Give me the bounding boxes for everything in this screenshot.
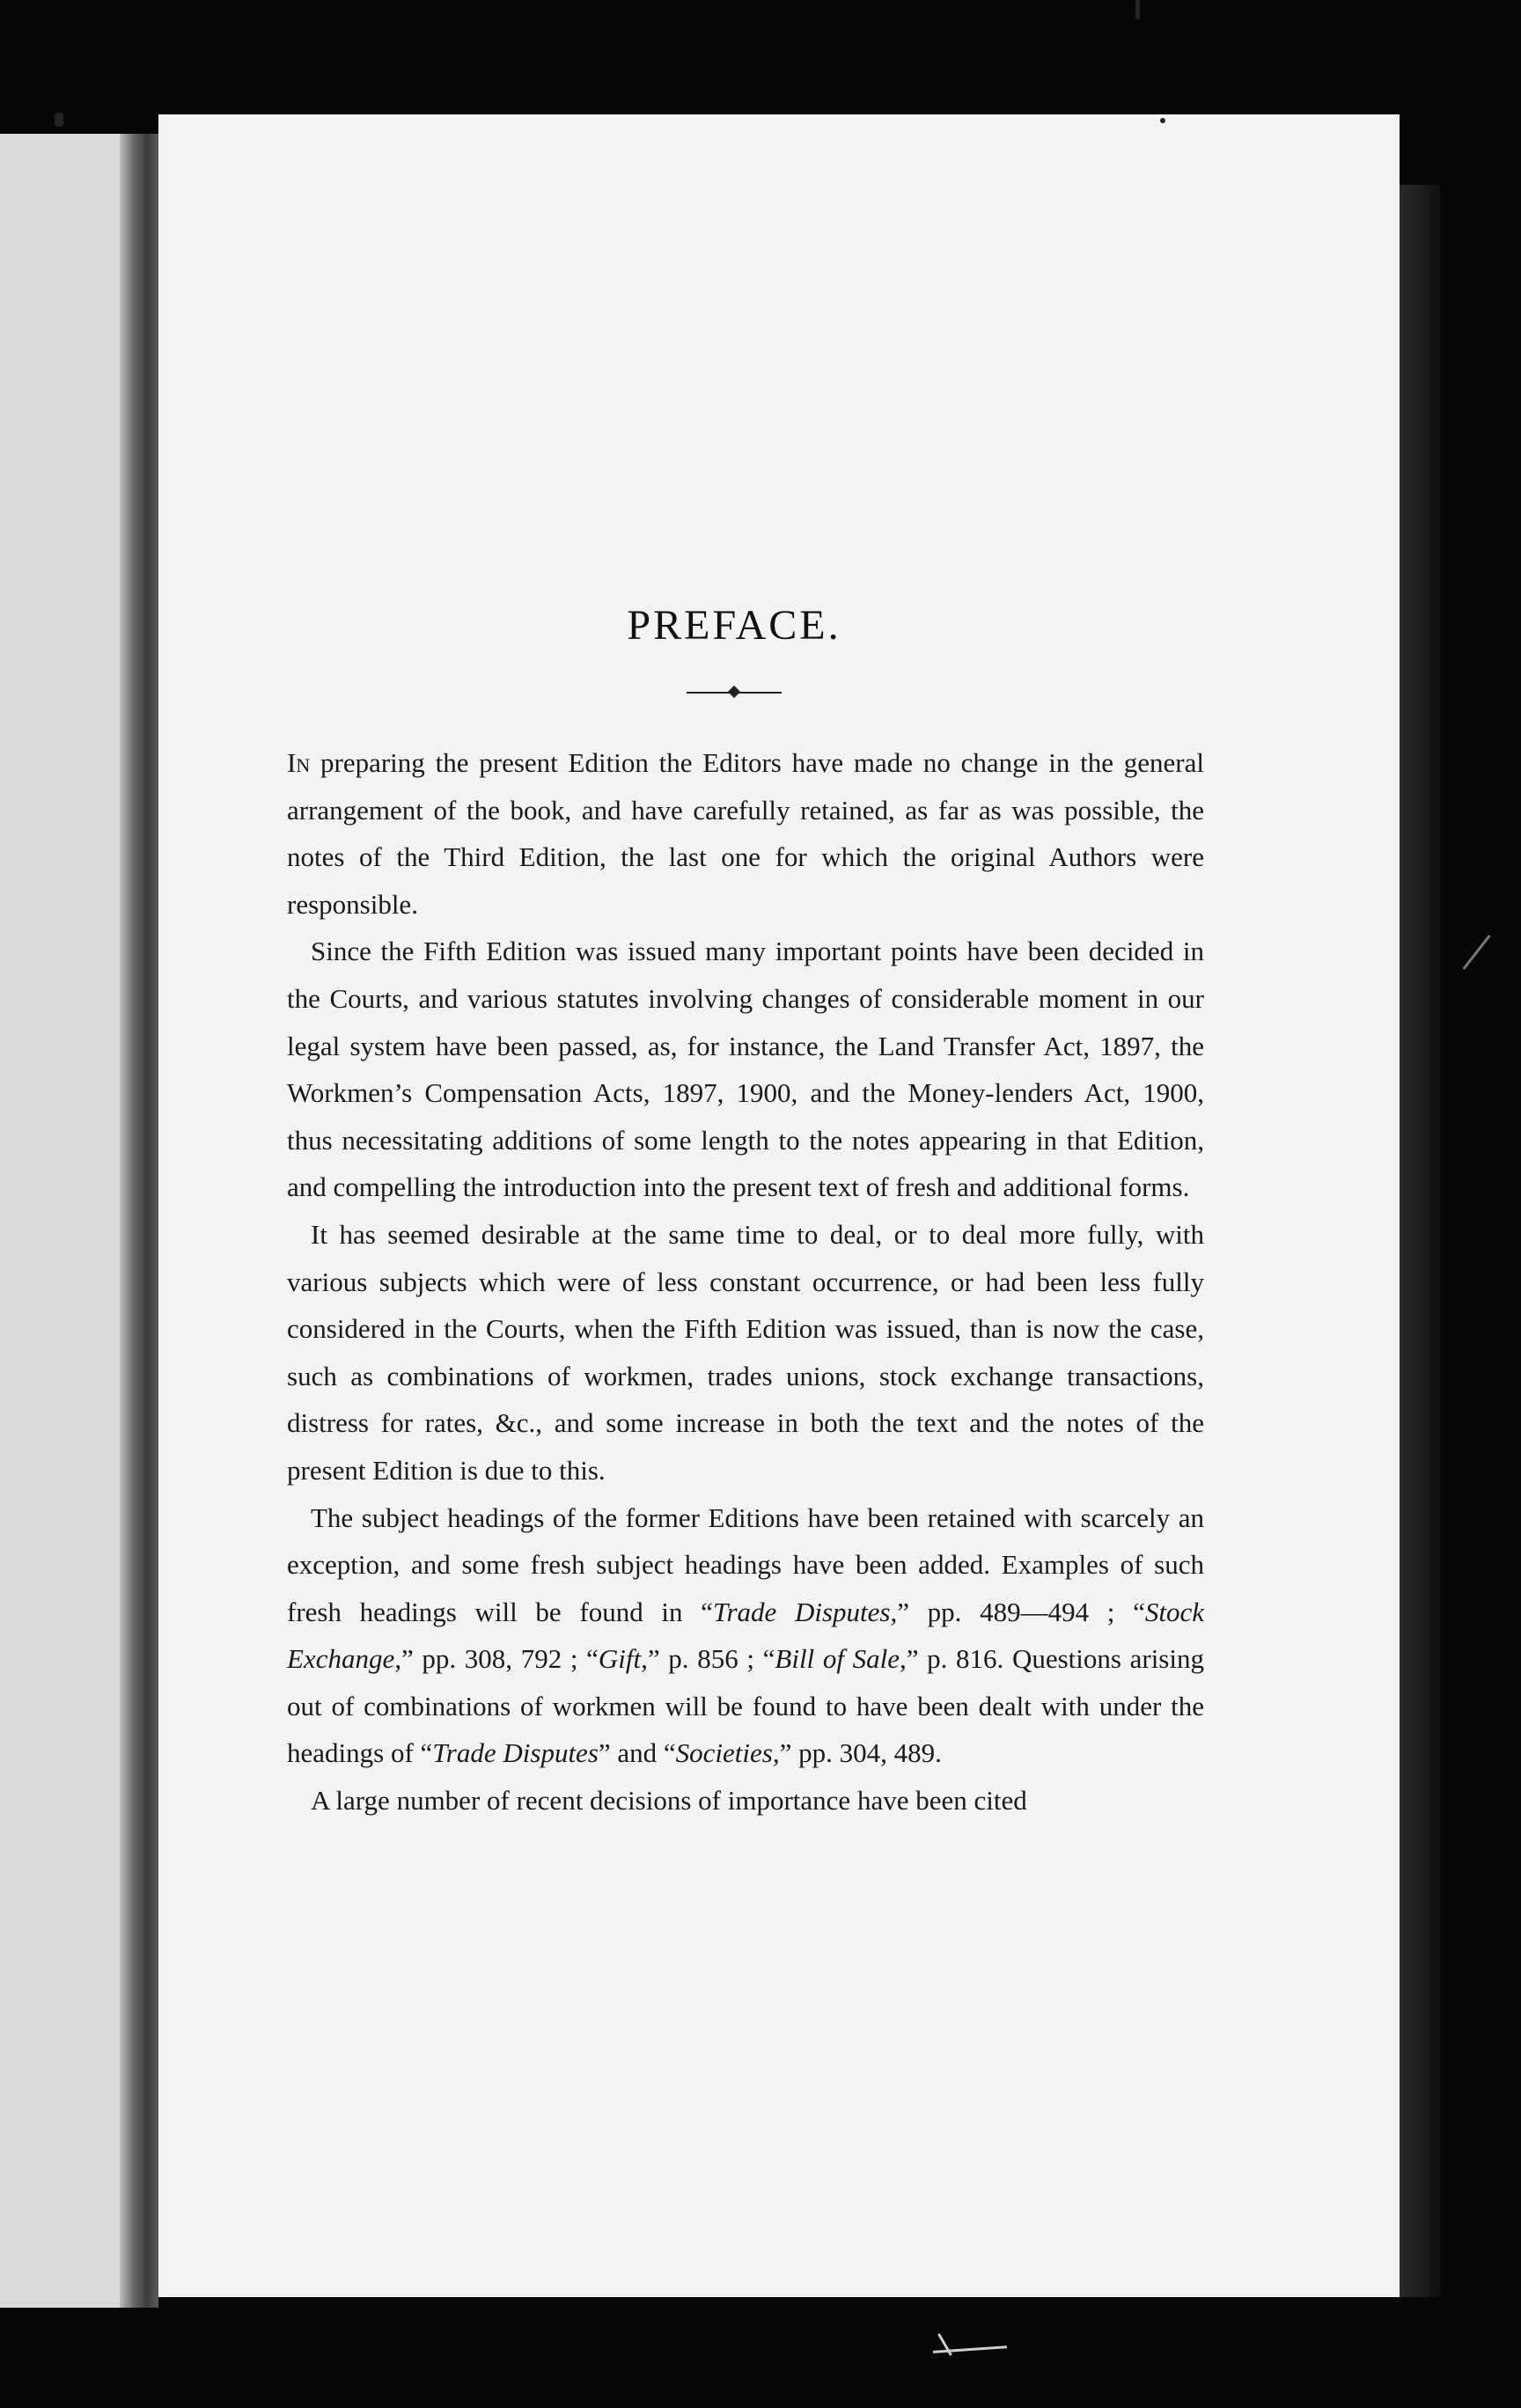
heading-reference: Bill of Sale, xyxy=(775,1643,907,1675)
page-title: PREFACE. xyxy=(627,602,841,649)
paragraph-4-text: ” pp. 489—494 ; “ xyxy=(897,1596,1145,1627)
paragraph-4-text: ” pp. 304, 489. xyxy=(779,1737,942,1769)
paragraph-3: It has seemed desirable at the same time to deal, or to deal more fully, with various subjects which were of less constant occurrence, or had been less fully considered in the Courts, when the Fifth Edition was issued, than is now the case, such as combinations of workmen, trades unions, stock exchange transactions, distress for rates, &c., and some increase in both the text and the notes of the present Edition is due to this. xyxy=(287,1218,1204,1486)
paragraph-5: A large number of recent decisions of importance have been cited xyxy=(311,1785,1027,1817)
heading-reference: Stock Exchange, xyxy=(287,1596,1204,1675)
paragraph-4-text: The subject headings of the former Editions have been retained with scarcely an exception, and some fresh subject headings have been added. Examples of such fresh headings will be found in “ xyxy=(287,1501,1204,1627)
paragraph-2: Since the Fifth Edition was issued many important points have been decided in the Courts, and various statutes involving changes of considerable moment in our legal system have been passed, as, for instance, the Land Transfer Act, 1897, the Workmen’s Compensation Acts, 1897, 1900, and the Money-lenders Act, 1900, thus necessitating additions of some length to the notes appearing in that Edition, and compelling the introduction into the present text of fresh and additional forms. xyxy=(287,936,1204,1203)
paragraph-4-text: ” and “ xyxy=(598,1737,676,1769)
paragraph-4-text: ” p. 856 ; “ xyxy=(647,1643,775,1675)
paragraph-1-lead: In xyxy=(287,747,311,778)
scan-speck xyxy=(1160,118,1165,123)
paragraph-4 xyxy=(287,1494,1204,1778)
scan-speck xyxy=(1135,0,1140,19)
scan-speck xyxy=(55,113,63,127)
paragraph-4-text: ” p. 816. Questions arising out of combinations of workmen will be found to have been dealt with under the headings of “ xyxy=(287,1643,1204,1769)
heading-reference: Societies, xyxy=(675,1737,780,1769)
book-gutter-shadow xyxy=(120,134,158,2308)
left-page-edge xyxy=(0,134,129,2308)
heading-reference: Trade Disputes, xyxy=(712,1596,898,1627)
heading-reference: Gift, xyxy=(598,1643,648,1675)
paragraph-4-text: ” pp. 308, 792 ; “ xyxy=(400,1643,599,1675)
scan-speck xyxy=(1463,935,1491,970)
right-page-edge xyxy=(1400,185,1440,2297)
preface-body xyxy=(287,739,1204,1824)
paragraph-1-text: preparing the present Edition the Editors have made no change in the general arrangement of the book, and have carefully retained, as far as was possible, the notes of the Third Edition, the last one for which the original Authors were responsible. xyxy=(287,747,1204,920)
heading-reference: Trade Disputes xyxy=(432,1737,599,1769)
paragraph-1 xyxy=(287,739,1204,928)
